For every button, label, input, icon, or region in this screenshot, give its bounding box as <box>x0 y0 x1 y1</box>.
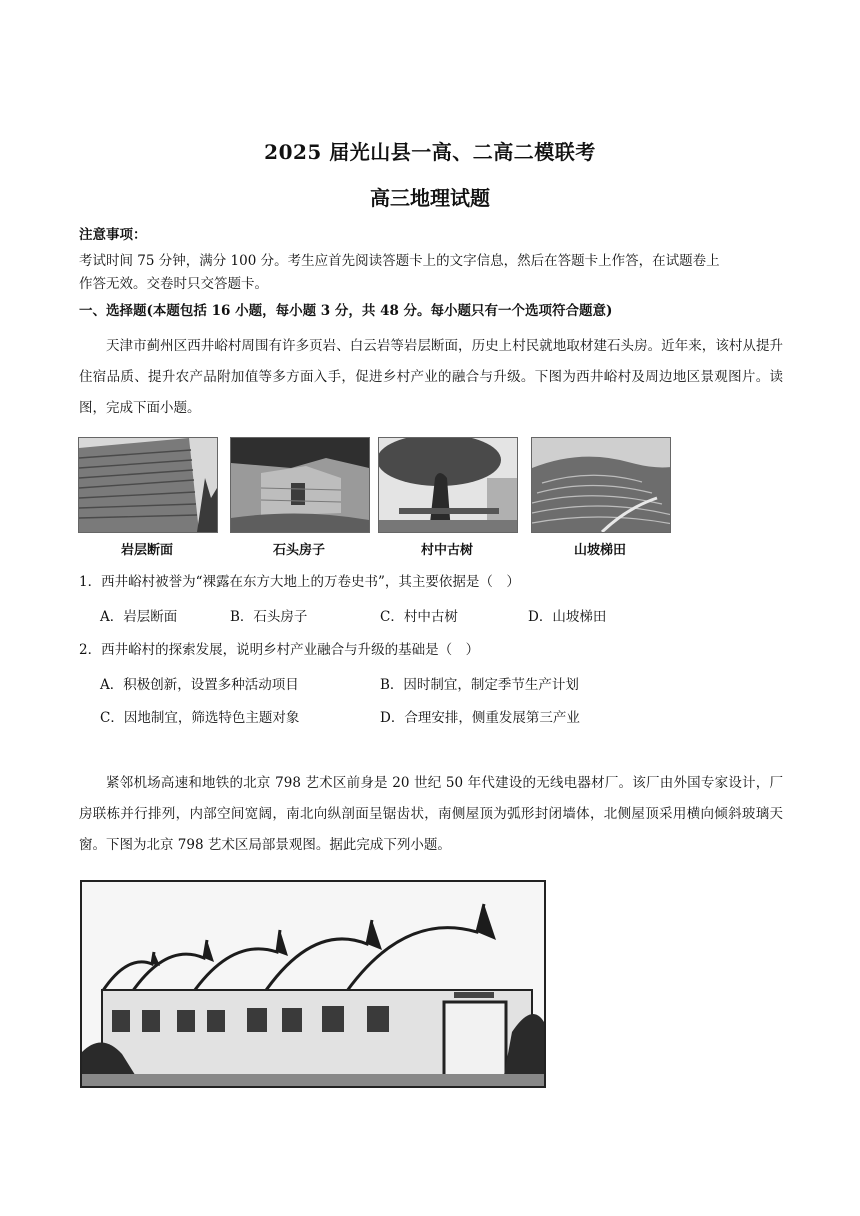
exam-subtitle: 高三地理试题 <box>370 186 490 210</box>
caption-rock-section: 岩层断面 <box>120 543 173 558</box>
q1-option-b[interactable]: B．石头房子 <box>230 609 308 625</box>
photo-old-tree <box>378 437 518 533</box>
photo-terraces <box>531 437 671 533</box>
q2-option-a[interactable]: A．积极创新，设置多种活动项目 <box>100 677 299 693</box>
passage-xijingyu: 天津市蓟州区西井峪村周围有许多页岩、白云岩等岩层断面，历史上村民就地取材建石头房。近年来，该村从提升住宿品质、提升农产品附加值等多方面入手，促进乡村产业的融合与升级。下图为西井峪村及周边地区景观图片。读图，完成下面小题。 <box>79 338 783 416</box>
passage-798-art-district: 紧邻机场高速和地铁的北京 798 艺术区前身是 20 世纪 50 年代建设的无线电器材厂。该厂由外国专家设计，厂房联栋并行排列，内部空间宽阔，南北向纵剖面呈锯齿状，南侧屋顶为弧形封闭墙体，北侧屋顶采用横向倾斜玻璃天窗。下图为北京 798 艺术区局部景观图。据此完成下列小题。 <box>79 775 783 853</box>
caption-stone-house: 石头房子 <box>272 543 325 558</box>
photo-rock-section <box>78 437 218 533</box>
notice-line-1: 考试时间 75 分钟，满分 100 分。考生应首先阅读答题卡上的文字信息，然后在答题卡上作答，在试题卷上 <box>79 253 720 269</box>
landscape-photo-row <box>78 437 688 561</box>
art-district-sketch <box>80 880 546 1088</box>
caption-terraces: 山坡梯田 <box>573 543 626 558</box>
q2-option-d[interactable]: D．合理安排，侧重发展第三产业 <box>380 710 580 726</box>
notice-line-2: 作答无效。交卷时只交答题卡。 <box>79 276 268 292</box>
q2-option-b[interactable]: B．因时制宜，制定季节生产计划 <box>380 677 579 693</box>
question-2-stem: 2．西井峪村的探索发展，说明乡村产业融合与升级的基础是（ ） <box>79 642 480 658</box>
q1-option-c[interactable]: C．村中古树 <box>380 609 458 625</box>
q1-option-d[interactable]: D．山坡梯田 <box>528 609 607 625</box>
q2-option-c[interactable]: C．因地制宜，筛选特色主题对象 <box>100 710 300 726</box>
q1-option-a[interactable]: A．岩层断面 <box>100 609 178 625</box>
caption-old-tree: 村中古树 <box>420 543 473 558</box>
section-heading: 一、选择题(本题包括 16 小题，每小题 3 分，共 48 分。每小题只有一个选项符合题意) <box>79 303 613 319</box>
photo-stone-house <box>230 437 370 533</box>
exam-title: 2025 届光山县一高、二高二模联考 <box>264 140 596 164</box>
notice-heading: 注意事项： <box>79 227 147 243</box>
question-1-stem: 1．西井峪村被誉为“裸露在东方大地上的万卷史书”，其主要依据是（ ） <box>79 574 520 590</box>
